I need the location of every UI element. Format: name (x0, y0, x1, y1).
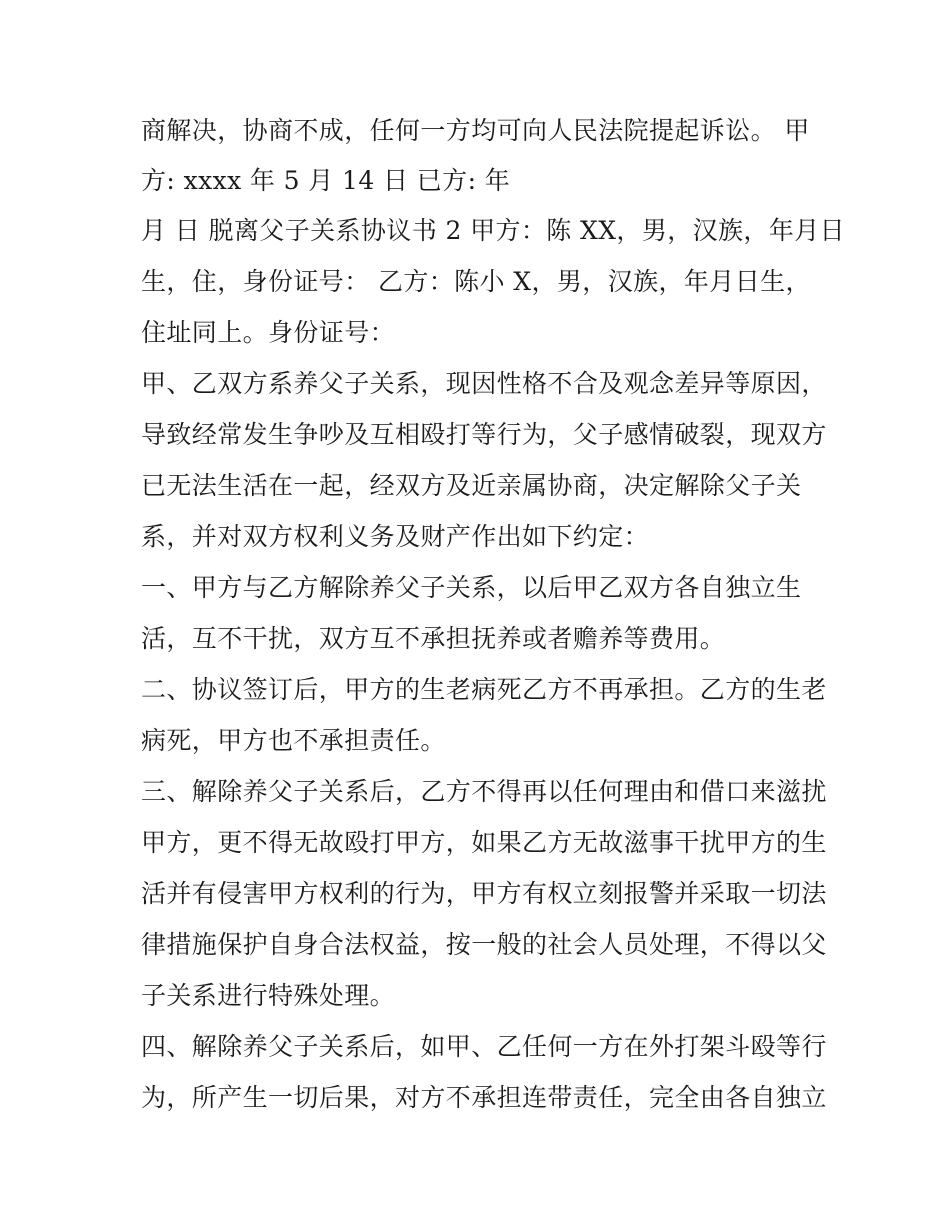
text-line: 住址同上。身份证号： (141, 318, 396, 347)
text-line: 已无法生活在一起，经双方及近亲属协商，决定解除父子关 (141, 471, 802, 500)
text-line: 三、解除养父子关系后，乙方不得再以任何理由和借口来滋扰 (141, 777, 827, 806)
text-line: 甲、乙双方系养父子关系，现因性格不合及观念差异等原因， (141, 369, 827, 398)
text-line: 商解决，协商不成，任何一方均可向人民法院提起诉讼。 甲 (141, 116, 810, 145)
text-line: 为，所产生一切后果，对方不承担连带责任，完全由各自独立 (141, 1083, 827, 1112)
text-line: 活并有侵害甲方权利的行为，甲方有权立刻报警并采取一切法 (141, 879, 827, 908)
text-line: 导致经常发生争吵及互相殴打等行为，父子感情破裂，现双方 (141, 420, 827, 449)
text-line: 甲方，更不得无故殴打甲方，如果乙方无故滋事干扰甲方的生 (141, 828, 827, 857)
text-line: 生，住，身份证号： 乙方：陈小 X，男，汉族，年月日生， (141, 267, 811, 296)
text-line: 子关系进行特殊处理。 (141, 981, 396, 1010)
text-line: 月 日 脱离父子关系协议书 2 甲方：陈 XX，男，汉族，年月日 (141, 216, 846, 245)
text-line: 病死，甲方也不承担责任。 (141, 726, 446, 755)
text-line: 四、解除养父子关系后，如甲、乙任何一方在外打架斗殴等行 (141, 1032, 827, 1061)
document-body (141, 105, 846, 1123)
text-line: 活，互不干扰，双方互不承担抚养或者赡养等费用。 (141, 624, 726, 653)
text-line: 系，并对双方权利义务及财产作出如下约定： (141, 522, 650, 551)
text-line: 二、协议签订后，甲方的生老病死乙方不再承担。乙方的生老 (141, 675, 827, 704)
text-line: 律措施保护自身合法权益，按一般的社会人员处理，不得以父 (141, 930, 827, 959)
text-line: 一、甲方与乙方解除养父子关系，以后甲乙双方各自独立生 (141, 573, 802, 602)
text-line: 方: xxxx 年 5 月 14 日 已方: 年 (141, 166, 511, 195)
